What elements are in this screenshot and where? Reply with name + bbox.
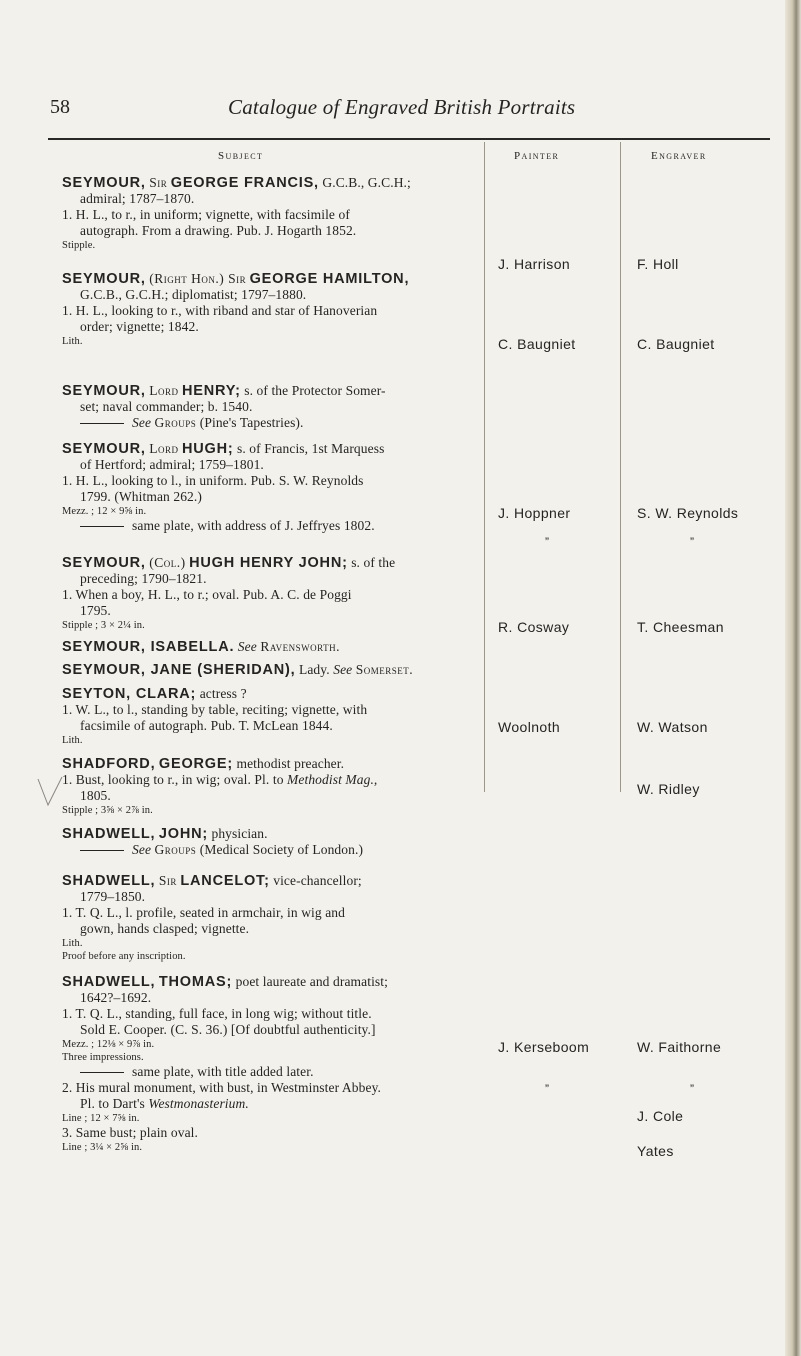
engraver-name: C. Baugniet [637, 336, 715, 352]
engraver-name: W. Ridley [637, 781, 700, 797]
engraver-name: Yates [637, 1143, 674, 1159]
column-divider [620, 142, 621, 792]
ditto-mark: ” [545, 535, 550, 549]
engraver-name: J. Cole [637, 1108, 684, 1124]
entry-seymour-george-francis: SEYMOUR, Sir GEORGE FRANCIS, G.C.B., G.C.H.; admiral; 1787–1870. 1. H. L., to r., in uniform; vignette, with facsimile of autograph. From a drawing. Pub. J. Hogarth 1852. Stipple. [62, 175, 411, 251]
painter-name: J. Hoppner [498, 505, 571, 521]
running-head: Catalogue of Engraved British Portraits [228, 95, 576, 119]
page-number: 58 [50, 96, 70, 118]
painter-name: C. Baugniet [498, 336, 576, 352]
painter-name: Woolnoth [498, 719, 561, 735]
entry-shadwell-john: SHADWELL, JOHN; physician. See Groups (Medical Society of London.) [62, 826, 364, 857]
engraver-name: S. W. Reynolds [637, 505, 739, 521]
entry-seymour-hugh-henry-john: SEYMOUR, (Col.) HUGH HENRY JOHN; s. of the preceding; 1790–1821. 1. When a boy, H. L., to r.; oval. Pub. A. C. de Poggi 1795. Stipple ; 3 × 2¼ in. [62, 555, 396, 631]
column-header-painter: Painter [514, 150, 560, 162]
pencil-check-mark [36, 775, 64, 809]
ditto-mark: ” [690, 1082, 695, 1096]
column-header-subject: Subject [218, 150, 264, 162]
engraver-name: W. Watson [637, 719, 708, 735]
painter-name: J. Harrison [498, 256, 571, 272]
ditto-mark: ” [690, 535, 695, 549]
ditto-mark: ” [545, 1082, 550, 1096]
header-rule [48, 138, 770, 140]
entry-seymour-george-hamilton: SEYMOUR, (Right Hon.) Sir GEORGE HAMILTON, G.C.B., G.C.H.; diplomatist; 1797–1880. 1. H. L., looking to r., with riband and star of Hanoverian order; vignette; 1842. Lith. [62, 271, 410, 347]
page-edge [785, 0, 801, 1356]
entry-shadwell-lancelot: SHADWELL, Sir LANCELOT; vice-chancellor; 1779–1850. 1. T. Q. L., l. profile, seated in armchair, in wig and gown, hands clasped; vignette. Lith. Proof before any inscription. [62, 873, 362, 962]
painter-name: R. Cosway [498, 619, 570, 635]
engraver-name: F. Holl [637, 256, 679, 272]
engraver-name: T. Cheesman [637, 619, 724, 635]
entry-seymour-henry: SEYMOUR, Lord HENRY; s. of the Protector Somer- set; naval commander; b. 1540. See Groups (Pine's Tapestries). [62, 383, 386, 430]
painter-name: J. Kerseboom [498, 1039, 590, 1055]
entry-shadford-george: SHADFORD, GEORGE; methodist preacher. 1. Bust, looking to r., in wig; oval. Pl. to Methodist Mag., 1805. Stipple ; 3⅝ × 2⅞ in. [62, 756, 378, 816]
entry-seyton-clara: SEYTON, CLARA; actress ? 1. W. L., to l., standing by table, reciting; vignette, with facsimile of autograph. Pub. T. McLean 1844. Lith. [62, 686, 368, 746]
entry-seymour-hugh: SEYMOUR, Lord HUGH; s. of Francis, 1st Marquess of Hertford; admiral; 1759–1801. 1. H. L., looking to l., in uniform. Pub. S. W. Reynolds 1799. (Whitman 262.) Mezz. ; 12 × 9⅝ in. same plate, with address of J. Jeffryes 1802. [62, 441, 385, 533]
entry-shadwell-thomas: SHADWELL, THOMAS; poet laureate and dramatist; 1642?–1692. 1. T. Q. L., standing, full face, in long wig; without title. Sold E. Cooper. (C. S. 36.) [Of doubtful authenticity.] Mezz. ; 12⅛ × 9⅞ in. Three impressions. same plate, with title added later. 2. His mural monument, with bust, in Westminster Abbey. Pl. to Dart's Westmonasterium. Line ; 12 × 7⅝ in. 3. Same bust; plain oval. Line ; 3¼ × 2⅝ in. [62, 974, 388, 1153]
engraver-name: W. Faithorne [637, 1039, 722, 1055]
column-header-engraver: Engraver [651, 150, 707, 162]
entry-seymour-isabella: SEYMOUR, ISABELLA. See Ravensworth. [62, 639, 341, 655]
entry-seymour-jane: SEYMOUR, JANE (SHERIDAN), Lady. See Somerset. [62, 662, 414, 678]
